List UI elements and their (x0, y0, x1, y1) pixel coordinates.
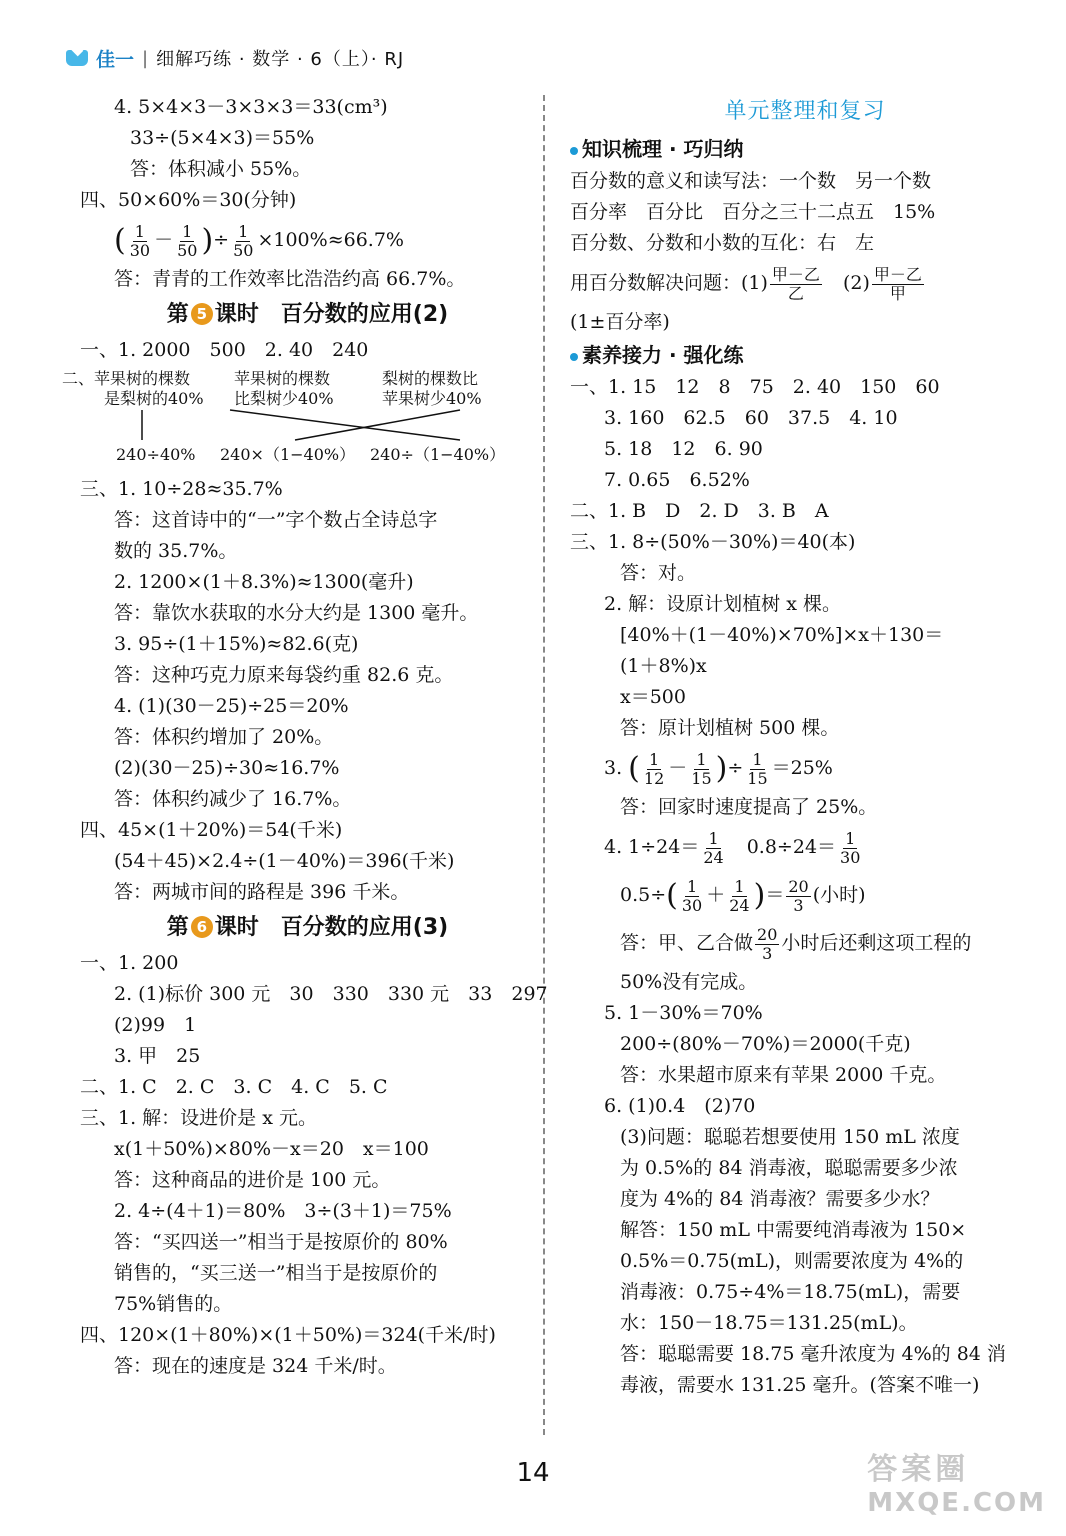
answer-line: 二、1. C 2. C 3. C 4. C 5. C (80, 1076, 388, 1098)
answer-line: 度为 4%的 84 消毒液？需要多少水？ (620, 1188, 940, 1210)
page-header (62, 40, 404, 76)
answer-line: 5. 18 12 6. 90 (604, 438, 763, 460)
answer-line: 四、120×(1＋80%)×(1＋50%)＝324(千米/时) (80, 1324, 496, 1346)
answer-line: 二、1. B D 2. D 3. B A (570, 500, 829, 522)
diagram-label: 苹果树的棵数 (234, 369, 331, 388)
bullet-icon (570, 147, 578, 155)
diagram-expression: 240÷40% (116, 445, 196, 464)
answer-line: x＝500 (620, 686, 686, 708)
answer-line: 答：体积约增加了 20%。 (114, 726, 334, 748)
brand-name: 佳一 (96, 48, 135, 71)
answer-line: 答：体积约减少了 16.7%。 (114, 788, 352, 810)
answer-line: 答：靠饮水获取的水分大约是 1300 毫升。 (114, 602, 479, 624)
section-heading: 知识梳理 · 巧归纳 (570, 132, 1040, 166)
brand-logo-icon (62, 46, 92, 70)
answer-line: 数的 35.7%。 (114, 540, 238, 562)
bullet-icon (570, 353, 578, 361)
answer-line: 三、1. 解：设进价是 x 元。 (80, 1107, 317, 1129)
answer-line: 3. 甲 25 (114, 1045, 201, 1067)
diagram-label: 是梨树的40% (104, 389, 204, 408)
answer-line: 答：体积减小 55%。 (130, 158, 312, 180)
left-column (62, 92, 548, 1382)
answer-line: 四、50×60%＝30(分钟) (80, 189, 297, 211)
answer-line: 三、1. 8÷(50%－30%)＝40(本) (570, 531, 856, 553)
answer-line: 答：现在的速度是 324 千米/时。 (114, 1355, 397, 1377)
answer-line: 答：这首诗中的“一”字个数占全诗总字 (114, 509, 438, 531)
answer-line: (3)问题：聪聪若想要使用 150 mL 浓度 (620, 1126, 960, 1148)
header-separator: | (142, 47, 149, 69)
answer-line: 答：“买四送一”相当于是按原价的 80% (114, 1231, 448, 1253)
section-heading: 素养接力 · 强化练 (570, 338, 1040, 372)
answer-line: (1＋8%)x (620, 655, 707, 677)
fraction-expression: 答：甲、乙合做 $\frac{20}{3}$ 小时后还剩这项工程的 (620, 924, 972, 963)
lesson-number-badge: 6 (191, 916, 213, 938)
answer-line: 2. 1200×(1＋8.3%)≈1300(毫升) (114, 571, 414, 593)
relationship-diagram (62, 366, 535, 474)
answer-line: 答：对。 (620, 562, 697, 584)
answer-line: x(1＋50%)×80%－x＝20 x＝100 (114, 1138, 429, 1160)
answer-line: (54＋45)×2.4÷(1－40%)＝396(千米) (114, 850, 455, 872)
answer-line: 50%没有完成。 (620, 971, 758, 993)
fraction-expression: ( $\frac{1}{30}$ － $\frac{1}{50}$ )÷ $\frac{1}{50}$ ×100%≈66.7% (114, 221, 404, 260)
unit-title: 单元整理和复习 (724, 99, 886, 124)
answer-line: 解答：150 mL 中需要纯消毒液为 150× (620, 1219, 967, 1241)
diagram-expression: 240÷（1−40%） (370, 445, 506, 464)
answer-line: [40%＋(1－40%)×70%]×x＋130＝ (620, 624, 944, 646)
answer-line: 为 0.5%的 84 消毒液，聪聪需要多少浓 (620, 1157, 958, 1179)
answer-line: 200÷(80%－70%)＝2000(千克) (620, 1033, 911, 1055)
fraction-expression: 用百分数解决问题：(1) $\frac{\text{甲－乙}}{\text{乙}}$ (2) $\frac{\text{甲－乙}}{\text{甲}}$ (570, 264, 922, 303)
answer-line: (2)99 1 (114, 1014, 197, 1036)
answer-line: 答：回家时速度提高了 25%。 (620, 796, 878, 818)
answer-line: 水：150－18.75＝131.25(mL)。 (620, 1312, 918, 1334)
answer-line: 答：原计划植树 500 棵。 (620, 717, 840, 739)
lesson-title: 第 6 课时 百分数的应用(3) (166, 915, 449, 940)
answer-line: 3. 160 62.5 60 37.5 4. 10 (604, 407, 898, 429)
answer-line: 答：水果超市原来有苹果 2000 千克。 (620, 1064, 947, 1086)
answer-line: 5. 1－30%＝70% (604, 1002, 763, 1024)
right-column (570, 92, 1040, 1401)
answer-line: 0.5%＝0.75(mL)，则需要浓度为 4%的 (620, 1250, 964, 1272)
watermark-logo: 答案圈 MXQE.COM (867, 1452, 1046, 1518)
answer-line: 33÷(5×4×3)＝55% (130, 127, 315, 149)
answer-line: 6. (1)0.4 (2)70 (604, 1095, 756, 1117)
answer-line: 2. 4÷(4＋1)＝80% 3÷(3＋1)＝75% (114, 1200, 452, 1222)
lesson-number-badge: 5 (191, 303, 213, 325)
answer-line: 2. (1)标价 300 元 30 330 330 元 33 297 (114, 983, 548, 1005)
column-divider (543, 95, 545, 1435)
answer-line: 7. 0.65 6.52% (604, 469, 750, 491)
answer-line: 答：青青的工作效率比浩浩约高 66.7%。 (114, 268, 466, 290)
diagram-label: 二、苹果树的棵数 (62, 369, 191, 388)
fraction-expression: 0.5÷( $\frac{1}{30}$ ＋ $\frac{1}{24}$ )＝ $\frac{20}{3}$ (小时) (620, 876, 866, 915)
answer-line: 百分数、分数和小数的互化：右 左 (570, 232, 875, 254)
page-number: 14 (516, 1458, 550, 1488)
answer-line: 2. 解：设原计划植树 x 棵。 (604, 593, 841, 615)
answer-line: (1±百分率) (570, 311, 670, 333)
answer-line: 消毒液：0.75÷4%＝18.75(mL)，需要 (620, 1281, 961, 1303)
answer-line: 一、1. 200 (80, 952, 179, 974)
answer-line: 4. (1)(30－25)÷25＝20% (114, 695, 349, 717)
answer-line: 百分数的意义和读写法：一个数 另一个数 (570, 170, 932, 192)
answer-line: 答：聪聪需要 18.75 毫升浓度为 4%的 84 消 (620, 1343, 1006, 1365)
diagram-expression: 240×（1−40%） (220, 445, 356, 464)
answer-line: 3. 95÷(1＋15%)≈82.6(克) (114, 633, 359, 655)
lesson-title: 第 5 课时 百分数的应用(2) (166, 302, 449, 327)
answer-line: 三、1. 10÷28≈35.7% (80, 478, 283, 500)
diagram-label: 梨树的棵数比 (382, 369, 479, 388)
answer-line: 4. 5×4×3－3×3×3＝33(cm³) (114, 96, 388, 118)
answer-line: 四、45×(1＋20%)＝54(千米) (80, 819, 343, 841)
book-title: 细解巧练 · 数学 · 6（上）· RJ (156, 49, 405, 70)
answer-line: 答：这种巧克力原来每袋约重 82.6 克。 (114, 664, 454, 686)
fraction-expression: 4. 1÷24＝ $\frac{1}{24}$ 0.8÷24＝ $\frac{1}{30}$ (604, 828, 861, 867)
fraction-expression: 3. ( $\frac{1}{12}$ － $\frac{1}{15}$ )÷ $\frac{1}{15}$ ＝25% (604, 749, 833, 788)
answer-line: 答：两城市间的路程是 396 千米。 (114, 881, 410, 903)
answer-line: 一、1. 15 12 8 75 2. 40 150 60 (570, 376, 940, 398)
diagram-label: 苹果树少40% (382, 389, 482, 408)
answer-line: 一、1. 2000 500 2. 40 240 (80, 339, 369, 361)
diagram-label: 比梨树少40% (234, 389, 334, 408)
answer-line: 百分率 百分比 百分之三十二点五 15% (570, 201, 936, 223)
answer-line: 销售的，“买三送一”相当于是按原价的 (114, 1262, 438, 1284)
answer-line: 答：这种商品的进价是 100 元。 (114, 1169, 391, 1191)
answer-line: (2)(30－25)÷30≈16.7% (114, 757, 340, 779)
answer-line: 75%销售的。 (114, 1293, 233, 1315)
answer-line: 毒液，需要水 131.25 毫升。(答案不唯一) (620, 1374, 980, 1396)
